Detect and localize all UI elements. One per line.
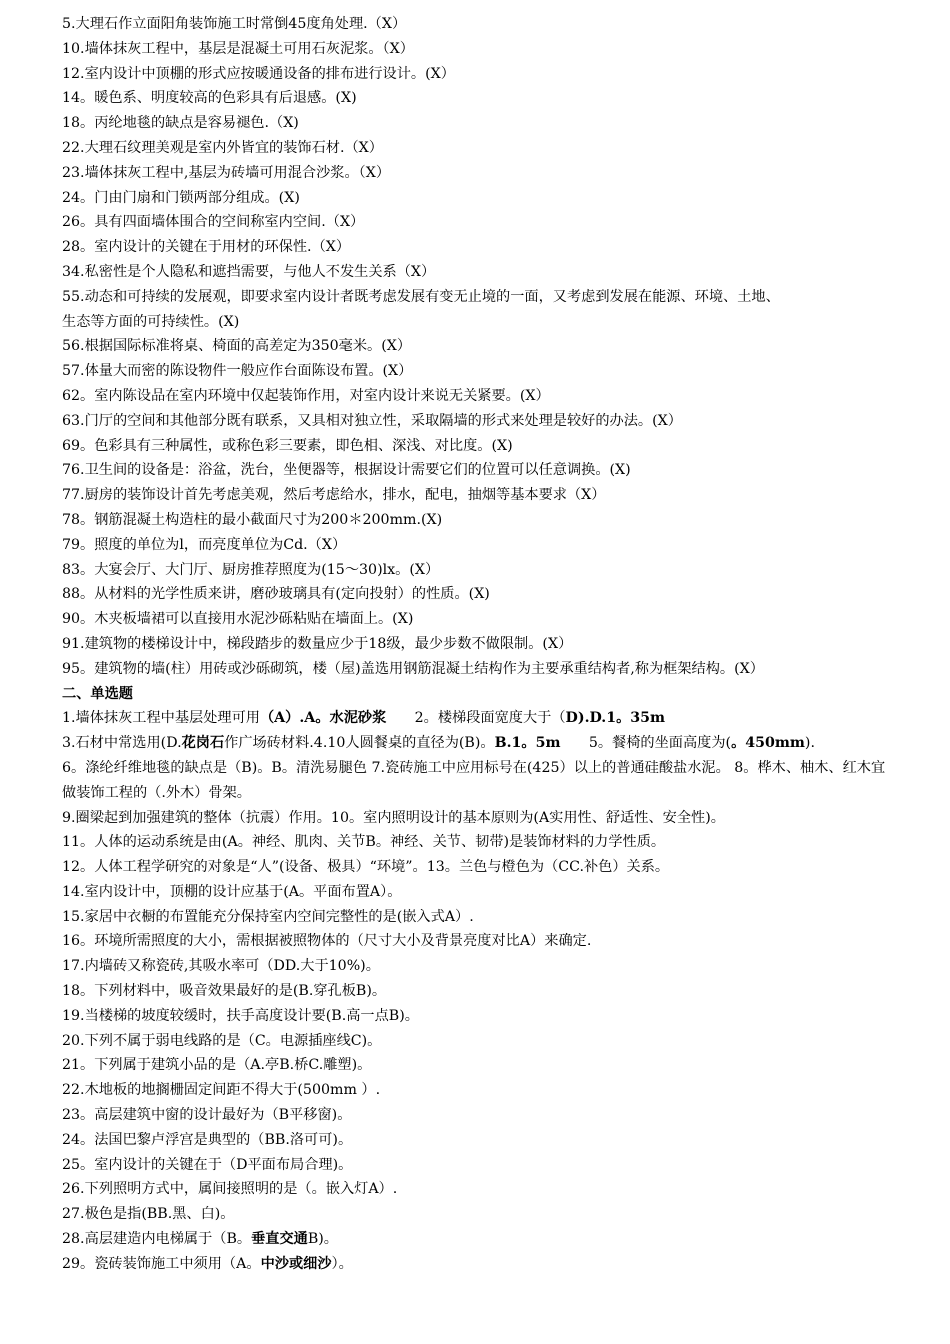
mc-line-20: 27.极色是指(BB.黑、白)。 — [62, 1206, 235, 1223]
mc-line-18: 25。室内设计的关键在于（D平面布局合理)。 — [62, 1156, 353, 1173]
tf-line: 77.厨房的装饰设计首先考虑美观，然后考虑给水，排水，配电，抽烟等基本要求（X） — [62, 487, 606, 504]
mc-line-3: 6。涤纶纤维地毯的缺点是（B)。B。清洗易腿色 7.瓷砖施工中应用标号在(425）以上的普通硅酸盐水泥。 8。桦木、柚木、红木宜做装饰工程的（.外木）骨架。 — [62, 759, 886, 801]
tf-line: 95。建筑物的墙(柱）用砖或沙砾砌筑，楼（屋)盖选用钢筋混凝土结构作为主要承重结构者,称为框架结构。(X） — [62, 660, 764, 677]
tf-line: 10.墙体抹灰工程中，基层是混凝土可用石灰泥浆。（X） — [62, 40, 414, 57]
tf-line: 63.门厅的空间和其他部分既有联系，又具相对独立性，采取隔墙的形式来处理是较好的办法。(X） — [62, 412, 682, 429]
mc-line-1: 1.墙体抹灰工程中基层处理可用（A）.A。水泥砂浆 2。楼梯段面宽度大于（D).D.1。35m — [62, 710, 666, 727]
tf-line: 57.体量大而密的陈设物件一般应作台面陈设布置。(X） — [62, 363, 413, 380]
mc-line-8: 15.家居中衣橱的布置能充分保持室内空间完整性的是(嵌入式A）. — [62, 908, 474, 925]
mc-line-21: 28.高层建造内电梯属于（B。垂直交通B)。 — [62, 1231, 338, 1248]
tf-line: 88。从材料的光学性质来讲，磨砂玻璃具有(定向投射）的性质。(X) — [62, 586, 490, 603]
tf-line: 24。门由门扇和门锁两部分组成。(X) — [62, 189, 300, 206]
tf-line: 23.墙体抹灰工程中,基层为砖墙可用混合沙浆。（X） — [62, 164, 391, 181]
tf-line: 14。暖色系、明度较高的色彩具有后退感。(X) — [62, 90, 357, 107]
mc-line-4: 9.圈梁起到加强建筑的整体（抗震）作用。10。室内照明设计的基本原则为(A实用性、舒适性、安全性)。 — [62, 809, 725, 826]
tf-line: 76.卫生间的设备是：浴盆，洗台，坐便器等，根据设计需要它们的位置可以任意调换。(X) — [62, 462, 631, 479]
tf-line: 83。大宴会厅、大门厅、厨房推荐照度为(15～30)lx。(X） — [62, 561, 440, 578]
tf-line: 18。丙纶地毯的缺点是容易褪色.（X) — [62, 115, 299, 132]
tf-line: 78。钢筋混凝土构造柱的最小截面尺寸为200＊200mm.(X) — [62, 511, 443, 528]
mc-line-13: 20.下列不属于弱电线路的是（C。电源插座线C)。 — [62, 1032, 382, 1049]
document-body — [62, 12, 892, 1277]
tf-line: 34.私密性是个人隐私和遮挡需要，与他人不发生关系（X） — [62, 263, 436, 280]
tf-line: 生态等方面的可持续性。(X) — [62, 313, 240, 330]
tf-line: 56.根据国际标准将桌、椅面的高差定为350毫米。(X） — [62, 338, 412, 355]
true-false-list — [62, 12, 892, 682]
mc-line-7: 14.室内设计中，顶棚的设计应基于(A。平面布置A）。 — [62, 883, 402, 900]
mc-line-22: 29。瓷砖装饰施工中须用（A。中沙或细沙）。 — [62, 1255, 353, 1272]
mc-line-15: 22.木地板的地搁栅固定间距不得大于(500mm ）. — [62, 1082, 381, 1099]
mc-line-11: 18。下列材料中，吸音效果最好的是(B.穿孔板B)。 — [62, 983, 387, 1000]
mc-line-2: 3.石材中常选用(D.花岗石作广场砖材料.4.10人圆餐桌的直径为(B)。B.1。5m 5。餐椅的坐面高度为(。450mm). — [62, 735, 815, 752]
mc-line-14: 21。下列属于建筑小品的是（A.亭B.桥C.雕塑)。 — [62, 1057, 372, 1074]
tf-line: 5.大理石作立面阳角装饰施工时常倒45度角处理.（X） — [62, 16, 407, 32]
tf-line: 79。照度的单位为l，而亮度单位为Cd.（X） — [62, 536, 347, 553]
tf-line: 28。室内设计的关键在于用材的环保性.（X） — [62, 239, 351, 256]
tf-line: 26。具有四面墙体围合的空间称室内空间.（X） — [62, 214, 365, 231]
mc-line-16: 23。高层建筑中窗的设计最好为（B平移窗)。 — [62, 1107, 352, 1124]
mc-line-6: 12。人体工程学研究的对象是“人”(设备、极具）“环境”。13。兰色与橙色为（CC.补色）关系。 — [62, 859, 670, 876]
tf-line: 91.建筑物的楼梯设计中，梯段踏步的数量应少于18级，最少步数不做限制。(X） — [62, 635, 573, 652]
section-heading: 二、单选题 — [62, 685, 133, 702]
mc-line-19: 26.下列照明方式中，属间接照明的是（。嵌入灯A）. — [62, 1181, 398, 1198]
mc-line-9: 16。环境所需照度的大小，需根据被照物体的（尺寸大小及背景亮度对比A）来确定. — [62, 933, 592, 950]
tf-line: 90。木夹板墙裙可以直接用水泥沙砾粘贴在墙面上。(X) — [62, 611, 414, 628]
mc-line-5: 11。人体的运动系统是由(A。神经、肌肉、关节B。神经、关节、韧带)是装饰材料的力学性质。 — [62, 834, 666, 851]
mc-line-10: 17.内墙砖又称瓷砖,其吸水率可（DD.大于10%)。 — [62, 958, 380, 975]
tf-line: 12.室内设计中顶棚的形式应按暖通设备的排布进行设计。(X） — [62, 65, 455, 82]
mc-line-17: 24。法国巴黎卢浮宫是典型的（BB.洛可可)。 — [62, 1131, 353, 1148]
tf-line: 69。色彩具有三种属性，或称色彩三要素，即色相、深浅、对比度。(X) — [62, 437, 513, 454]
tf-line: 22.大理石纹理美观是室内外皆宜的装饰石材.（X） — [62, 139, 383, 156]
tf-line: 55.动态和可持续的发展观，即要求室内设计者既考虑发展有变无止境的一面，又考虑到发展在能源、环境、土地、 — [62, 288, 780, 305]
mc-line-12: 19.当楼梯的坡度较缓时，扶手高度设计要(B.高一点B)。 — [62, 1007, 419, 1024]
tf-line: 62。室内陈设品在室内环境中仅起装饰作用，对室内设计来说无关紧要。(X） — [62, 387, 550, 404]
